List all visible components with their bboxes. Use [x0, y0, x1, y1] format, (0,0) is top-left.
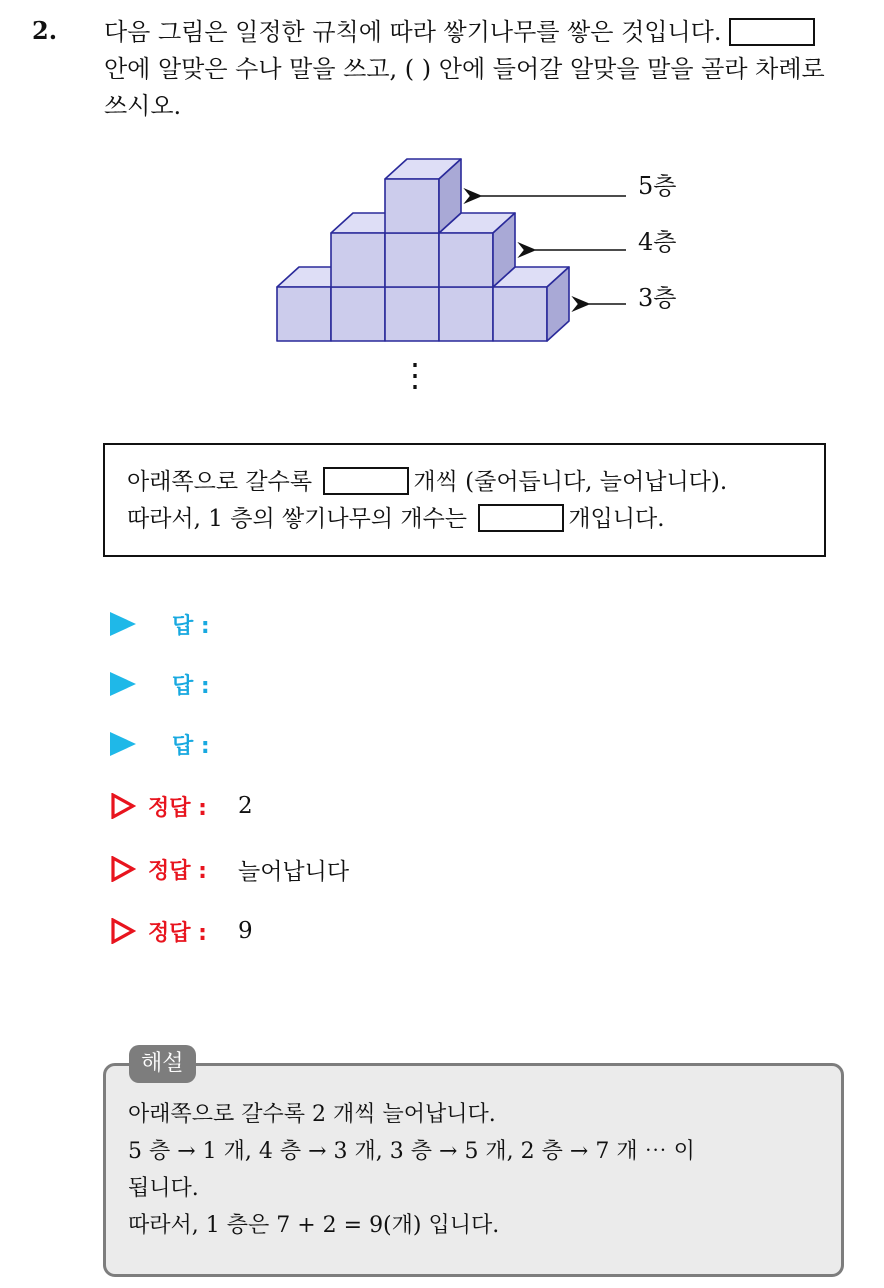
outline-triangle-icon [110, 793, 136, 819]
outline-triangle-icon [110, 856, 136, 882]
question-line-2: 안에 알맞은 수나 말을 쓰고, ( ) 안에 들어갈 알맞을 말을 골라 차례로 [104, 55, 825, 83]
blank-box[interactable] [729, 18, 815, 46]
correct-value: 늘어납니다 [238, 858, 350, 885]
explanation-line-2: 5 층 → 1 개, 4 층 → 3 개, 3 층 → 5 개, 2 층 → 7 개 ⋯ 이 [128, 1139, 695, 1164]
question-line-1: 다음 그림은 일정한 규칙에 따라 쌓기나무를 쌓은 것입니다. [104, 18, 722, 46]
correct-row-1 [110, 789, 253, 823]
answer-label: 답 : [172, 673, 210, 699]
cube-front-face [277, 287, 331, 341]
cube-front-face [331, 233, 385, 287]
question-line-3: 쓰시오. [104, 92, 182, 120]
fill-in-box [103, 443, 826, 557]
cube-front-face [331, 287, 385, 341]
correct-row-2 [110, 852, 349, 886]
floor-label-3: 3층 [638, 284, 677, 312]
box-line-2-text-a: 따라서, 1 층의 쌓기나무의 개수는 [127, 506, 468, 532]
floor-label-5: 5층 [638, 172, 677, 200]
explanation-box [103, 1063, 844, 1277]
correct-value: 2 [238, 793, 253, 819]
answer-row-3[interactable] [110, 727, 222, 761]
blank-box-count[interactable] [478, 504, 564, 532]
cube-front-face [385, 287, 439, 341]
explanation-line-3: 됩니다. [128, 1176, 199, 1201]
floor-label-4: 4층 [638, 228, 677, 256]
answer-row-1[interactable] [110, 607, 222, 641]
box-line-1 [127, 464, 802, 501]
question-number: 2. [32, 16, 58, 45]
correct-label: 정답 : [148, 858, 207, 884]
stacked-cubes-figure [250, 150, 710, 400]
question-text [104, 14, 874, 125]
answer-label: 답 : [172, 733, 210, 759]
cube-front-face [385, 233, 439, 287]
answer-row-2[interactable] [110, 667, 222, 701]
outline-triangle-icon [110, 918, 136, 944]
explanation-tab: 해설 [129, 1045, 196, 1083]
box-line-2 [127, 501, 802, 538]
cube-front-face [385, 179, 439, 233]
answer-label: 답 : [172, 613, 210, 639]
blank-box-step[interactable] [323, 467, 409, 495]
explanation-line-1: 아래쪽으로 갈수록 2 개씩 늘어납니다. [128, 1102, 496, 1127]
continuation-dots: ⋮ [399, 356, 431, 394]
box-line-2-text-b: 개입니다. [568, 506, 665, 532]
cube-front-face [439, 233, 493, 287]
cube-front-face [439, 287, 493, 341]
play-triangle-icon [110, 732, 136, 756]
correct-row-3 [110, 914, 253, 948]
play-triangle-icon [110, 672, 136, 696]
box-line-1-text-b: 개씩 (줄어듭니다, 늘어납니다). [413, 469, 728, 495]
explanation-line-4: 따라서, 1 층은 7 + 2 = 9(개) 입니다. [128, 1213, 500, 1238]
cube-front-face [493, 287, 547, 341]
correct-label: 정답 : [148, 920, 207, 946]
box-line-1-text-a: 아래쪽으로 갈수록 [127, 469, 313, 495]
correct-value: 9 [238, 918, 253, 944]
correct-label: 정답 : [148, 795, 207, 821]
cube-stack [277, 159, 569, 341]
play-triangle-icon [110, 612, 136, 636]
